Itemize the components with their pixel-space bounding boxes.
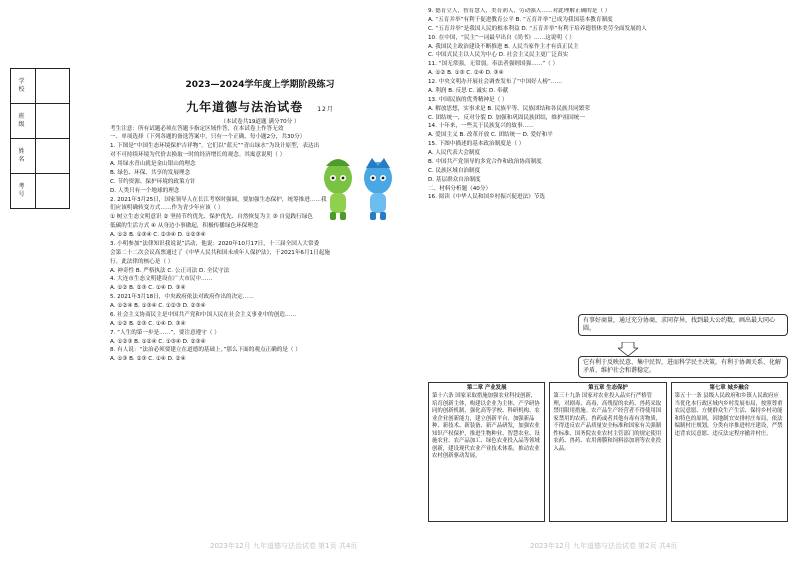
- question-line: ① 树立生态文明意识 ② 坚持节约优先、保护优先、自然恢复为主 ③ 自觉践行绿色: [110, 214, 313, 221]
- name-field[interactable]: [36, 139, 70, 174]
- exam-month: 12月: [317, 105, 334, 113]
- question-line: 10. 在中国，“民主”一词最早出自《尚书》……这说明（ ）: [428, 34, 575, 41]
- question-line: A. ①② B. ①③ C. ②④ D. ③④: [428, 70, 504, 77]
- question-line: 8. 有人说：“法治必须要建立在道德的基础上。”那么下面的观点正确的是（ ）: [110, 347, 301, 354]
- law-head: 第五章 生态保护: [588, 385, 628, 391]
- speech-bubble-top: 有事好商量，通过充分协商，求同存异，找到最大公约数，画出最大同心圆。: [578, 314, 788, 336]
- question-line: 低碳的生活方式 ④ 从身边小事做起，积极传播绿色环保理念: [110, 223, 259, 230]
- law-excerpts: [428, 382, 788, 522]
- question-line: 1. 下图是“中国生态环境保护吉祥物”。它们以“蓝天”“青山绿水”为设计原型，表达出: [110, 143, 320, 150]
- question-line: C. 民族区域自治制度: [428, 167, 481, 174]
- question-line: 2. 2021年3月25日，国家领导人在长江考察时强调，要加强生态保护，统筹推进……我: [110, 196, 327, 203]
- exam-notice: 考生注意：所有试题必须在答题卡指定区域作答，在本试卷上作答无效: [110, 126, 284, 133]
- right-column: [428, 8, 788, 526]
- school-label: 学 校: [11, 69, 36, 104]
- speech-bubble-bottom: 它有利于反映民意、集中民智，进而科学民主决策，有利于协调关系、化解矛盾、维护社会和谐稳定。: [578, 356, 788, 378]
- subject-title: 九年道德与法治试卷 12月: [186, 99, 334, 114]
- question-line: A. ①③ B. ②③ C. ①④ D. ②④: [110, 356, 186, 363]
- question-line: D. 人类只有一个地球的理念: [110, 187, 180, 194]
- law-box-ecology: [549, 382, 666, 522]
- question-line: 4. 大连市生态文明建设在广大市民中……: [110, 276, 213, 283]
- question-line: 5. 2021年3月18日，中央政府依法对政府作出的决定……: [110, 294, 254, 301]
- class-label: 班 级: [11, 104, 36, 139]
- question-line: C. 团结统一，反对分裂 D. 加强和巩固民族团结，维护祖国统一: [428, 114, 585, 121]
- law-box-urban-rural: [671, 382, 788, 522]
- right-questions: [428, 8, 788, 202]
- question-line: 11. “国无常强，无常弱。奉法者强则国强……”（ ）: [428, 61, 559, 68]
- question-line: A. 神奇性 B. 严格执法 C. 公正司法 D. 全民守法: [110, 267, 230, 274]
- question-line: C. 节约资源、保护环境的政策方针: [110, 178, 196, 185]
- left-column: [110, 8, 410, 526]
- law-box-industry: [428, 382, 545, 522]
- question-line: 会第二十二次会议高票通过了《中华人民共和国未成年人保护法》，于2021年6月1日起施: [110, 249, 330, 256]
- question-line: A. 用绿水青山就是金山银山的理念: [110, 161, 196, 168]
- question-line: 9. 德育立人，智育慧人，美育润人，劳动强人……对此理解正确的是（ ）: [428, 8, 611, 14]
- law-body: 第五十一条 县级人民政府和乡镇人民政府应当优化本行政区域内乡村发展布局，按照尊重农民意愿、方便群众生产生活、保持乡村功能和特色的原则，因地制宜安排村庄布局，依法编制村庄规划，分类有序推进村庄建设，严禁违背农民意愿、违反法定程序撤并村庄。: [674, 393, 783, 437]
- green-mascot-icon: [324, 159, 352, 220]
- question-line: 二、材料分析题（40分）: [428, 185, 492, 192]
- question-line: 对不可持续环境为代价去换取一时的经济增长的观念。其寓意说明（ ）: [110, 152, 286, 159]
- down-arrow-icon: [618, 342, 638, 356]
- law-body: 第十六条 国家采取措施加强农业科技创新，培育创新主体，构建以企业为主体、产学研协同的创新机制，强化高等学校、科研机构、农业企业创新能力，建立创新平台，加强新品种、新技术、新装备、新产品研发，加强农业知识产权保护，推进生物种业、智慧农业、设施农业、农产品加工、绿色农业投入品等领域创新，建设现代农业产业技术体系，推动农业农村创新驱动发展。: [432, 393, 540, 460]
- question-line: A. ①② B. ②③ C. ①④ D. ③④: [110, 320, 186, 327]
- class-field[interactable]: [36, 104, 70, 139]
- law-head: 第七章 城乡融合: [709, 385, 750, 391]
- school-field[interactable]: [36, 69, 70, 104]
- question-line: 14. 十年来，一些关于民族复兴的故事……: [428, 123, 534, 130]
- question-line: 们应该明确转变方式……作为青少年应该（ ）: [110, 205, 224, 212]
- exam-number-field[interactable]: [36, 174, 70, 209]
- question-line: A. ①②③ B. ①②④ C. ①③④ D. ②③④: [110, 338, 206, 345]
- question-line: D. 基层群众自治制度: [428, 176, 481, 183]
- question-line: A. ①② B. ①③④ C. ②③④ D. ①②③④: [110, 232, 206, 239]
- exam-sheet: [10, 8, 786, 550]
- question-line: 一、单项选择（下列各题的备选答案中，只有一个正确，每小题2分，共30分）: [110, 134, 306, 141]
- law-head: 第二章 产业发展: [466, 385, 507, 391]
- question-line: A. ①②④ B. ①③④ C. ①②③ D. ②③④: [110, 303, 206, 310]
- exam-number-label: 考 号: [11, 174, 36, 209]
- question-line: A. 解放思想，实事求是 B. 民族平等、民族团结和各民族共同繁荣: [428, 105, 590, 112]
- question-line: B. 绿色、环保、共享的发展理念: [110, 169, 191, 176]
- question-line: C. 中国式民主以人民为中心 D. 社会主义民主更广泛真实: [428, 52, 569, 59]
- question-line: 12. 中央文明办开展社会调查发布了“中国好人榜”……: [428, 79, 562, 85]
- question-line: A. 爱国主义 B. 改革开放 C. 团结统一 D. 爱好和平: [428, 132, 553, 139]
- question-line: 13. 中国民族的优秀精神是（ ）: [428, 96, 508, 103]
- exam-meta: （本试卷共19道题 满分70分 ）: [220, 118, 300, 125]
- question-line: 6. 社会主义协商民主是中国共产党和中国人民在社会主义事业中的创造……: [110, 311, 297, 318]
- name-label: 姓 名: [11, 139, 36, 174]
- question-line: A. “五育并举”有利于促进教育公平 B. “五育并举”已成为我国基本教育制度: [428, 16, 613, 23]
- question-line: 15. 下图中描述的基本政治制度是（ ）: [428, 141, 525, 148]
- question-line: B. 中国共产党领导的多党合作和政治协商制度: [428, 158, 542, 165]
- question-line: C. “五育并举”是我国人民的根本利益 D. “五育并举”有利于培养德智体美劳全面发展的人: [428, 25, 647, 32]
- page-footer-left: 2023年12月 九年道德与法治试卷 第1页 共4页: [210, 542, 358, 550]
- law-body: 第三十九条 国家对农业投入品实行严格管理，对剧毒、高毒、高残留的农药、兽药采取禁用限用措施。农产品生产经营者不得使用国家禁用的农药、兽药或者其他有毒有害物质，不得违反农产品质量安全标准和国家有关强制性标准、国务院农业农村主管部门的规定使用农药、兽药、农用薄膜和饲料添加剂等农业投入品。: [553, 393, 662, 452]
- question-line: A. ①② B. ②③ C. ①④ D. ③④: [110, 285, 186, 292]
- mascot-image: [312, 156, 406, 222]
- question-line: A. 人民代表大会制度: [428, 150, 481, 156]
- consultation-diagram: [428, 314, 788, 380]
- question-line: A. 我国民主政治建设不断推进 B. 人民当家作主才有真正民主: [428, 43, 579, 50]
- binding-info-table: [10, 68, 70, 336]
- question-line: 行。此法律的核心是（ ）: [110, 258, 174, 265]
- page-footer-right: 2023年12月 九年道德与法治试卷 第2页 共4页: [530, 542, 678, 550]
- question-line: A. 利润 B. 反思 C. 诚实 D. 奉献: [428, 87, 509, 94]
- blue-mascot-icon: [364, 158, 392, 220]
- question-line: 7. “人生的第一步是……”，要注意遵守（ ）: [110, 329, 220, 336]
- question-line: 3. 小明参加“法律知识我说说”活动，他说：2020年10月17日，十三届全国人大常委: [110, 240, 320, 247]
- exam-title: 2023—2024学年度上学期阶段练习: [185, 80, 335, 90]
- question-line: 16. 阅读《中华人民和国乡村振兴促进法》节选: [428, 194, 545, 201]
